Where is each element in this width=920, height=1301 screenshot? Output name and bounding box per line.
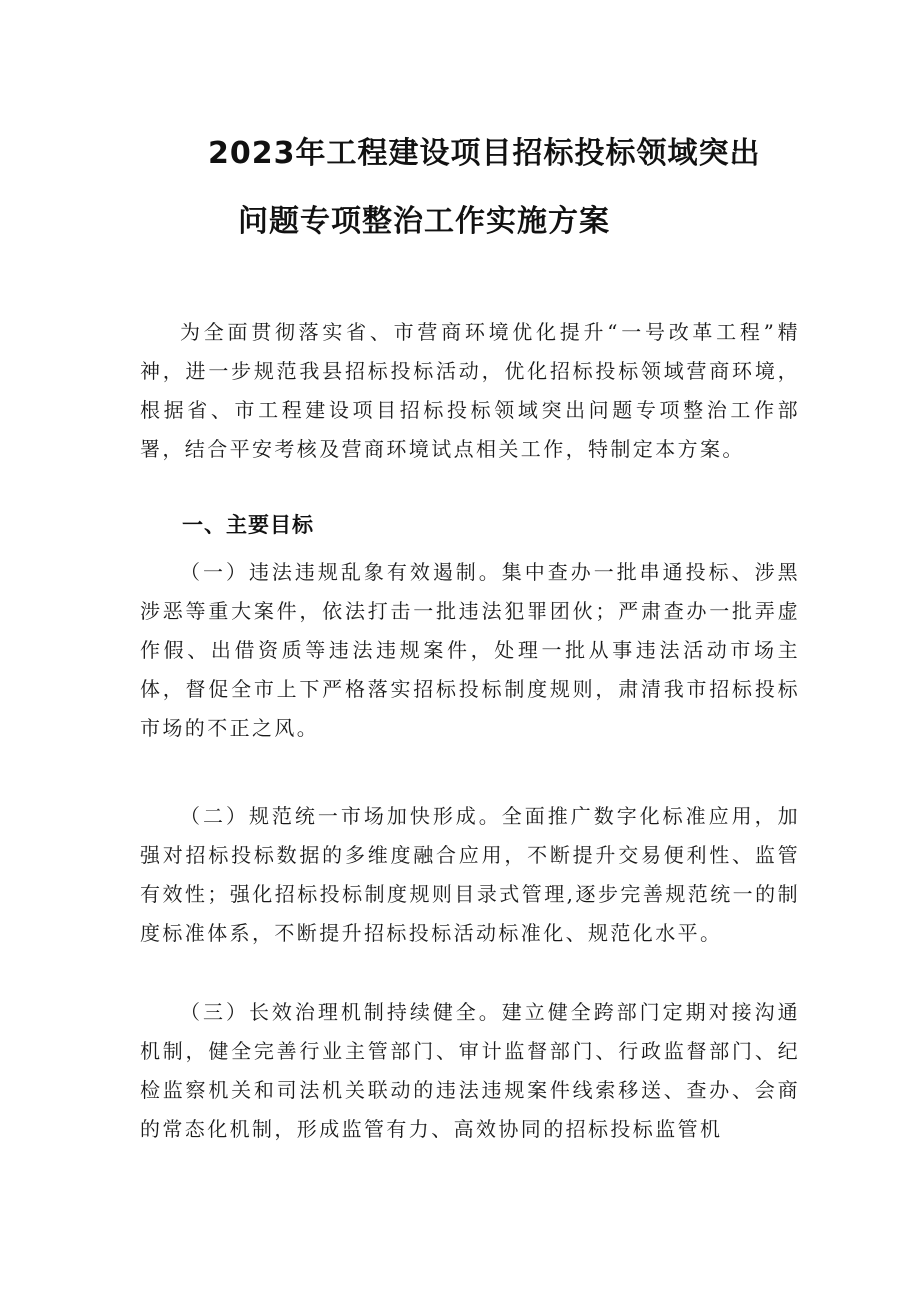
goal-block-1 [140,553,800,748]
document-title-line-1: 2023年工程建设项目招标投标领域突出 [208,136,761,171]
goal-block-2 [140,797,800,953]
goal-paragraph-3: （三）长效治理机制持续健全。建立健全跨部门定期对接沟通机制，健全完善行业主管部门、审计监督部门、行政监督部门、纪检监察机关和司法机关联动的违法违规案件线索移送、查办、会商的常态化机制，形成监管有力、高效协同的招标投标监管机 [140,1000,800,1141]
goal-block-3 [140,993,800,1149]
intro-paragraph: 为全面贯彻落实省、市营商环境优化提升“一号改革工程”精神，进一步规范我县招标投标活动，优化招标投标领域营商环境，根据省、市工程建设项目招标投标领域突出问题专项整治工作部署，结合平安考核及营商环境试点相关工作，特制定本方案。 [140,320,800,461]
section-heading-main-goals: 一、主要目标 [182,513,314,537]
goal-paragraph-2: （二）规范统一市场加快形成。全面推广数字化标准应用，加强对招标投标数据的多维度融合应用，不断提升交易便利性、监管有效性；强化招标投标制度规则目录式管理,逐步完善规范统一的制度标准体系，不断提升招标投标活动标准化、规范化水平。 [140,804,800,945]
goal-paragraph-1: （一）违法违规乱象有效遏制。集中查办一批串通投标、涉黑涉恶等重大案件，依法打击一批违法犯罪团伙；严肃查办一批弄虚作假、出借资质等违法违规案件，处理一批从事违法活动市场主体，督促全市上下严格落实招标投标制度规则，肃清我市招标投标市场的不正之风。 [140,560,800,740]
document-title-line-2: 问题专项整治工作实施方案 [238,204,610,239]
intro-block [140,313,800,469]
